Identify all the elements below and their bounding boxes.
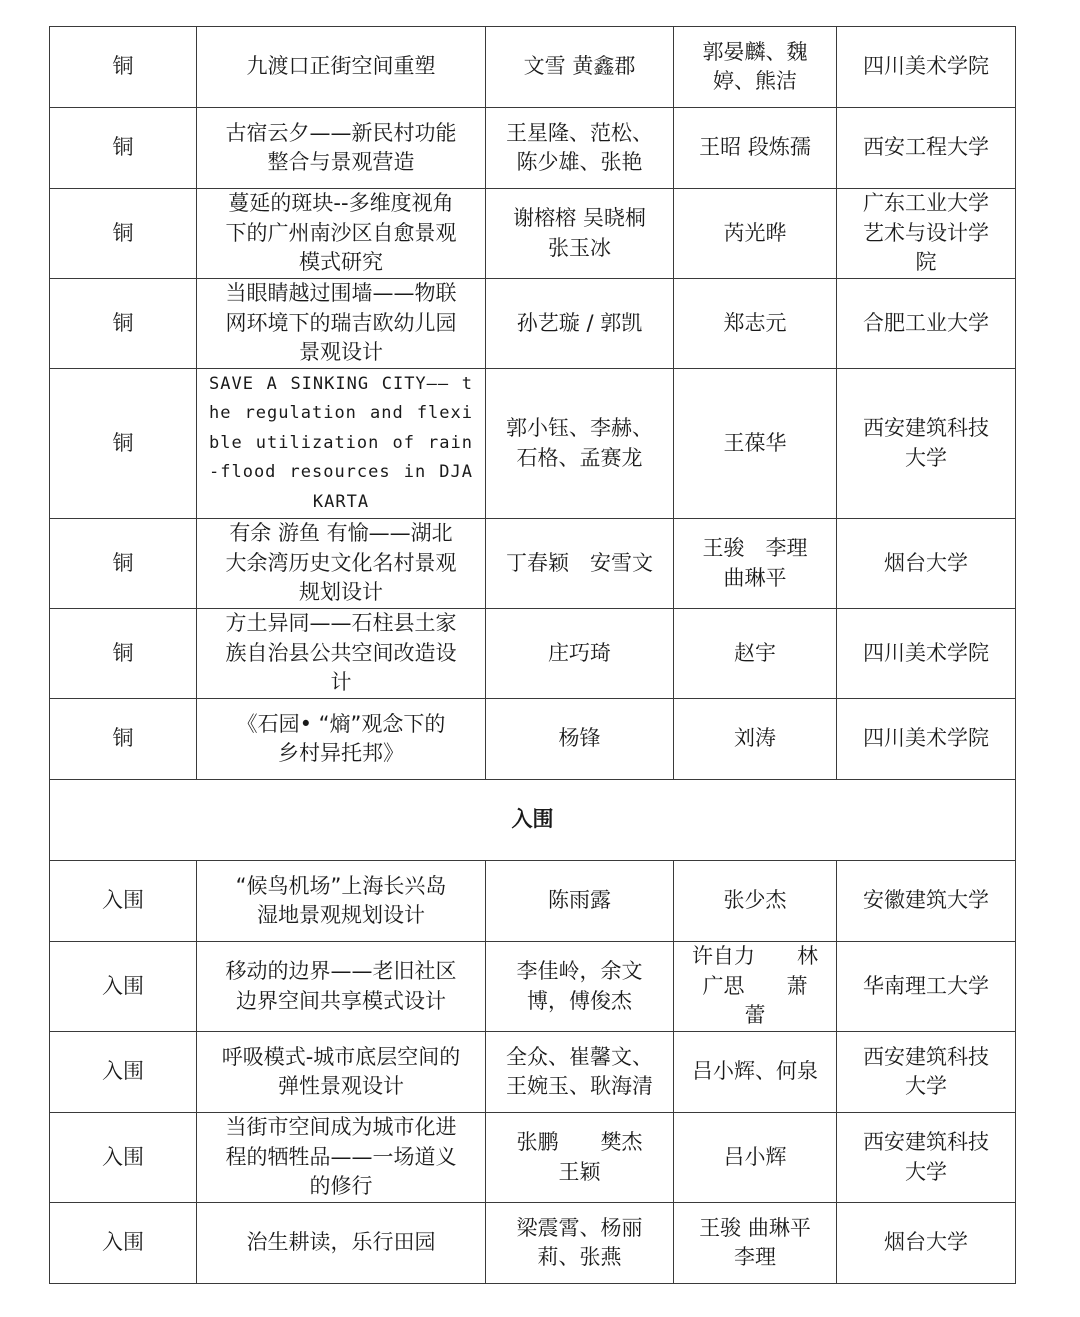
advisors-cell [674,861,837,942]
advisors-cell [674,1113,837,1203]
school-text: 四川美术学院 [863,726,989,751]
school-text: 烟台大学 [884,1230,968,1255]
school-cell [837,108,1016,189]
advisors-cell [674,942,837,1032]
school-cell [837,942,1016,1032]
project-title-cell [197,189,486,279]
authors-text: 全众、崔馨文、 王婉玉、耿海清 [506,1044,653,1098]
authors-text: 庄巧琦 [548,640,611,665]
authors-cell [486,108,674,189]
award-level-text: 铜 [112,310,134,335]
project-title-cell [197,609,486,699]
award-level-text: 铜 [112,220,134,245]
advisors-text: 芮光晔 [723,220,787,245]
authors-cell [486,279,674,369]
project-title-text: “候鸟机场”上海长兴岛 湿地景观规划设计 [235,873,447,927]
advisors-text: 刘涛 [734,726,776,751]
authors-text: 杨锋 [558,726,601,751]
project-title-text: 当眼睛越过围墙——物联 网环境下的瑞吉欧幼儿园 景观设计 [225,281,457,365]
award-level-text: 入围 [102,1230,144,1255]
project-title-text: 蔓延的斑块--多维度视角 下的广州南沙区自愈景观 模式研究 [225,191,457,275]
section-header-row [50,780,1016,861]
authors-text: 王星隆、范松、 陈少雄、张艳 [506,120,653,174]
authors-cell [486,189,674,279]
school-cell [837,699,1016,780]
advisors-cell [674,189,837,279]
bronze-award-row [50,189,1016,279]
award-level-cell [50,27,197,108]
school-text: 西安建筑科技 大学 [863,1130,989,1184]
authors-text: 丁春颖 安雪文 [506,550,653,575]
project-title-cell [197,519,486,609]
award-level-text: 入围 [102,888,144,913]
school-text: 西安建筑科技 大学 [863,416,989,470]
project-title-text: SAVE A SINKING CITY—— the regulation and flexible utilization of rain-flood resources in DJAKARTA [209,373,473,512]
project-title-cell [197,279,486,369]
bronze-award-row [50,699,1016,780]
table-body [50,27,1016,1284]
advisors-cell [674,519,837,609]
school-text: 安徽建筑大学 [863,888,989,913]
project-title-cell [197,861,486,942]
advisors-cell [674,609,837,699]
project-title-cell [197,1032,486,1113]
project-title-text: 有余 游鱼 有愉——湖北 大余湾历史文化名村景观 规划设计 [225,521,457,605]
project-title-cell [197,369,486,519]
bronze-award-row [50,609,1016,699]
finalist-row [50,861,1016,942]
bronze-award-row [50,279,1016,369]
advisors-text: 郭晏麟、魏 婷、熊洁 [702,39,808,93]
school-cell [837,189,1016,279]
project-title-text: 九渡口正街空间重塑 [246,54,436,79]
project-title-text: 古宿云夕——新民村功能 整合与景观营造 [225,120,457,174]
school-text: 华南理工大学 [863,973,989,998]
award-level-text: 入围 [102,1144,144,1169]
authors-cell [486,861,674,942]
authors-text: 郭小钰、李赫、 石格、孟赛龙 [506,416,653,470]
school-text: 合肥工业大学 [863,310,989,335]
authors-text: 陈雨露 [548,888,611,913]
authors-cell [486,27,674,108]
school-text: 四川美术学院 [863,54,989,79]
advisors-text: 王骏 曲琳平 李理 [699,1215,811,1269]
award-level-text: 铜 [112,135,134,160]
project-title-cell [197,942,486,1032]
authors-cell [486,699,674,780]
award-level-cell [50,519,197,609]
project-title-text: 《石园• “熵”观念下的 乡村异托邦》 [236,711,446,765]
advisors-cell [674,1032,837,1113]
advisors-cell [674,279,837,369]
advisors-text: 吕小辉、何泉 [692,1059,818,1084]
school-cell [837,279,1016,369]
school-text: 四川美术学院 [863,640,989,665]
school-cell [837,1203,1016,1284]
advisors-text: 张少杰 [723,888,787,913]
award-level-cell [50,189,197,279]
advisors-cell [674,108,837,189]
award-level-cell [50,699,197,780]
award-level-cell [50,861,197,942]
award-level-text: 铜 [112,430,134,455]
advisors-text: 王骏 李理 曲琳平 [702,536,808,590]
award-level-cell [50,1203,197,1284]
project-title-text: 当街市空间成为城市化进 程的牺牲品——一场道义 的修行 [225,1115,457,1199]
advisors-text: 许自力 林 广思 萧 蕾 [692,944,818,1028]
school-text: 西安工程大学 [863,135,989,160]
authors-text: 梁震霄、杨丽 莉、张燕 [516,1215,643,1269]
advisors-text: 王葆华 [723,430,787,455]
authors-cell [486,519,674,609]
authors-cell [486,942,674,1032]
award-level-text: 铜 [112,640,134,665]
project-title-cell [197,699,486,780]
authors-text: 李佳岭，余文 博，傅俊杰 [516,959,643,1013]
finalist-row [50,1203,1016,1284]
authors-text: 张鹏 樊杰 王颖 [516,1130,643,1184]
award-level-cell [50,1113,197,1203]
award-level-cell [50,942,197,1032]
school-cell [837,369,1016,519]
award-results-table [49,26,1016,1284]
school-cell [837,519,1016,609]
bronze-award-row [50,369,1016,519]
bronze-award-row [50,519,1016,609]
school-cell [837,1113,1016,1203]
advisors-cell [674,369,837,519]
advisors-cell [674,27,837,108]
award-level-text: 入围 [102,973,144,998]
finalist-row [50,1032,1016,1113]
authors-cell [486,1032,674,1113]
project-title-text: 方土异同——石柱县土家 族自治县公共空间改造设 计 [225,611,457,695]
authors-text: 孙艺璇 / 郭凯 [516,310,643,335]
advisors-cell [674,1203,837,1284]
award-level-cell [50,369,197,519]
school-text: 广东工业大学 艺术与设计学 院 [863,191,989,275]
advisors-text: 赵宇 [734,640,776,665]
award-level-cell [50,279,197,369]
school-cell [837,1032,1016,1113]
project-title-cell [197,108,486,189]
bronze-award-row [50,27,1016,108]
project-title-text: 治生耕读，乐行田园 [246,1230,436,1255]
award-level-text: 铜 [112,550,134,575]
authors-cell [486,369,674,519]
award-level-text: 入围 [102,1059,144,1084]
advisors-text: 吕小辉 [723,1144,787,1169]
project-title-text: 移动的边界——老旧社区 边界空间共享模式设计 [225,959,457,1013]
project-title-cell [197,27,486,108]
school-text: 西安建筑科技 大学 [863,1044,989,1098]
award-level-text: 铜 [112,726,134,751]
section-header-finalists: 入围 [50,780,1016,861]
bronze-award-row [50,108,1016,189]
project-title-cell [197,1203,486,1284]
advisors-text: 郑志元 [723,310,787,335]
award-level-cell [50,108,197,189]
finalist-row [50,942,1016,1032]
advisors-cell [674,699,837,780]
award-level-text: 铜 [112,54,134,79]
school-cell [837,609,1016,699]
finalist-row [50,1113,1016,1203]
authors-text: 谢榕榕 吴晓桐 张玉冰 [513,206,646,260]
project-title-cell [197,1113,486,1203]
school-cell [837,27,1016,108]
school-cell [837,861,1016,942]
award-level-cell [50,609,197,699]
authors-text: 文雪 黄鑫郡 [523,54,636,79]
project-title-text: 呼吸模式-城市底层空间的 弹性景观设计 [221,1044,461,1098]
award-level-cell [50,1032,197,1113]
advisors-text: 王昭 段炼孺 [699,135,811,160]
authors-cell [486,1113,674,1203]
authors-cell [486,1203,674,1284]
authors-cell [486,609,674,699]
school-text: 烟台大学 [884,550,968,575]
